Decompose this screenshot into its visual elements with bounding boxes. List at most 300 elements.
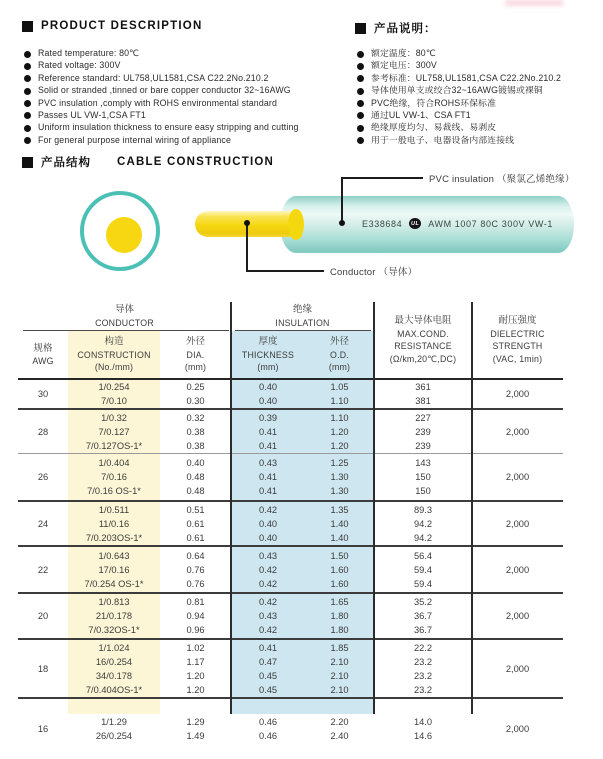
product-description-cn-list: [357, 49, 561, 148]
construction-cell: [68, 640, 160, 697]
od-value: 1.20: [330, 426, 349, 437]
resistance-value: 150: [415, 472, 431, 482]
bullet-item: [357, 61, 561, 70]
bullet-icon: [24, 75, 31, 82]
od-header-en: O.D.: [330, 349, 349, 360]
conductor-cut-face: [288, 209, 304, 240]
construction-header-en: CONSTRUCTION: [77, 349, 151, 360]
awg-value: 22: [37, 564, 49, 575]
bullet-item: [24, 61, 299, 70]
dielectric-value: 2,000: [505, 663, 530, 674]
dia-value: 0.25: [186, 382, 205, 392]
bullet-item: [357, 111, 561, 120]
resistance-header-en2: RESISTANCE: [394, 341, 452, 351]
thickness-header-unit: (mm): [257, 362, 279, 373]
thickness-value: 0.41: [258, 426, 278, 437]
bullet-icon: [357, 51, 364, 58]
cable-print-text: [362, 218, 553, 229]
od-value: 1.25: [330, 458, 349, 468]
dielectric-value: 2,000: [505, 518, 530, 529]
resistance-value: 36.7: [413, 611, 433, 621]
bullet-text: 导体使用单支或绞合32~16AWG镀锡或裸铜: [371, 85, 543, 96]
resistance-value: 56.4: [413, 550, 433, 561]
od-value: 1.80: [330, 625, 349, 635]
dielectric-value: 2,000: [505, 426, 530, 437]
construction-cell: [68, 410, 160, 453]
od-value: 1.35: [330, 504, 349, 515]
construction-value: 1/0.511: [98, 504, 130, 515]
od-value: 1.30: [330, 486, 349, 496]
bullet-icon: [357, 112, 364, 119]
dia-cell: [160, 410, 231, 453]
thickness-cell: [231, 502, 305, 545]
resistance-value: 59.4: [413, 564, 433, 575]
dia-value: 1.29: [186, 717, 205, 727]
od-value: 1.65: [330, 597, 349, 607]
dielectric-cell: [472, 699, 563, 759]
od-value: 2.20: [330, 717, 349, 727]
spec-table: [18, 300, 563, 741]
dia-value: 0.32: [186, 412, 205, 423]
thickness-cell: [231, 380, 305, 408]
od-cell: [305, 410, 374, 453]
dia-cell: [160, 502, 231, 545]
thickness-column-header: [231, 333, 305, 377]
bullet-item: [357, 123, 561, 132]
awg-header-en: AWG: [32, 356, 54, 366]
resistance-cell: [374, 380, 472, 408]
thickness-cell: [231, 699, 305, 759]
resistance-cell: [374, 699, 472, 759]
table-row-awg-18: [18, 640, 563, 699]
dia-value: 0.38: [186, 440, 205, 451]
awg-value: 26: [37, 472, 49, 482]
dielectric-cell: [472, 640, 563, 697]
bullet-icon: [24, 100, 31, 107]
bullet-item: [357, 49, 561, 58]
dielectric-value: 2,000: [505, 472, 530, 482]
group-underline: [235, 330, 371, 331]
construction-value: 34/0.178: [95, 670, 133, 681]
bullet-text: 绝缘厚度均匀、易裁线、易剥皮: [371, 122, 497, 133]
construction-value: 7/0.32OS-1*: [88, 625, 140, 635]
dia-value: 0.81: [186, 597, 205, 607]
resistance-value: 14.6: [413, 731, 433, 741]
insulation-group-en: INSULATION: [275, 317, 330, 328]
bullet-text: 通过UL VW-1、CSA FT1: [371, 109, 471, 120]
bullet-text: PVC绝缘，符合ROHS环保标准: [371, 97, 497, 108]
awg-cell: [18, 380, 68, 408]
construction-value: 1/0.813: [98, 597, 130, 607]
resistance-value: 89.3: [413, 504, 433, 515]
bullet-icon: [357, 75, 364, 82]
cable-construction-heading-row: [22, 154, 274, 170]
resistance-value: 23.2: [413, 670, 433, 681]
bullet-icon: [24, 137, 31, 144]
od-cell: [305, 380, 374, 408]
construction-value: 1/1.024: [98, 642, 130, 653]
thickness-value: 0.46: [258, 717, 278, 727]
dielectric-header-cn: 耐压强度: [498, 315, 537, 326]
dia-value: 1.02: [186, 642, 205, 653]
thickness-value: 0.41: [258, 486, 278, 496]
od-value: 1.40: [330, 518, 349, 529]
awg-cell: [18, 502, 68, 545]
resistance-cell: [374, 410, 472, 453]
od-header-unit: (mm): [328, 362, 351, 373]
resistance-value: 36.7: [413, 625, 433, 635]
od-value: 1.10: [330, 412, 349, 423]
od-cell: [305, 547, 374, 592]
od-value: 2.10: [330, 684, 349, 695]
thickness-value: 0.45: [258, 670, 278, 681]
bullet-icon: [357, 63, 364, 70]
thickness-value: 0.39: [258, 412, 278, 423]
dia-value: 1.17: [186, 656, 205, 667]
construction-value: 1/1.29: [101, 717, 127, 727]
bullet-item: [357, 99, 561, 108]
insulation-pointer-dot: [339, 220, 345, 226]
bullet-item: [357, 86, 561, 95]
construction-value: 1/0.32: [101, 412, 127, 423]
od-value: 1.40: [330, 532, 349, 543]
construction-cell: [68, 454, 160, 500]
awg-cell: [18, 594, 68, 638]
construction-value: 1/0.254: [98, 382, 130, 392]
awg-value: 28: [37, 426, 49, 437]
thickness-value: 0.42: [258, 504, 278, 515]
dielectric-value: 2,000: [505, 389, 530, 399]
bullet-item: [24, 74, 299, 83]
cable-cross-section: [80, 191, 160, 271]
product-description-title: PRODUCT DESCRIPTION: [41, 20, 203, 32]
bullet-item: [24, 86, 299, 95]
product-description-list: [24, 49, 299, 148]
thickness-value: 0.40: [258, 396, 278, 406]
bullet-text: 额定电压：300V: [371, 60, 437, 71]
construction-cell: [68, 380, 160, 408]
dia-value: 0.38: [186, 426, 205, 437]
construction-cell: [68, 502, 160, 545]
table-row-awg-28: [18, 410, 563, 454]
resistance-value: 59.4: [413, 578, 433, 589]
construction-value: 7/0.203OS-1*: [85, 532, 143, 543]
od-cell: [305, 640, 374, 697]
thickness-value: 0.40: [258, 382, 278, 392]
group-underline: [23, 330, 229, 331]
dia-value: 1.20: [186, 670, 205, 681]
bullet-icon: [24, 51, 31, 58]
bullet-icon: [357, 100, 364, 107]
bullet-text: For general purpose internal wiring of appliance: [38, 134, 232, 145]
insulation-group-cn: 绝缘: [292, 304, 312, 315]
dia-value: 0.64: [186, 550, 205, 561]
dia-value: 0.96: [186, 625, 205, 635]
awg-cell: [18, 454, 68, 500]
thickness-cell: [231, 640, 305, 697]
resistance-cell: [374, 594, 472, 638]
construction-value: 1/0.643: [98, 550, 130, 561]
awg-value: 20: [37, 611, 49, 621]
dia-value: 1.20: [186, 684, 205, 695]
product-description-heading-row: [22, 20, 202, 32]
od-header-cn: 外径: [329, 336, 349, 348]
spec-table-header: [18, 300, 563, 380]
od-value: 1.85: [330, 642, 349, 653]
section-marker-icon: [22, 21, 33, 32]
dielectric-cell: [472, 502, 563, 545]
conductor-leader-line: [246, 270, 324, 272]
insulation-label: PVC insulation （聚氯乙烯绝缘）: [429, 174, 575, 185]
awg-column-header: [18, 333, 68, 377]
column-divider: [373, 302, 375, 714]
thickness-cell: [231, 594, 305, 638]
resistance-value: 35.2: [413, 597, 433, 607]
thickness-value: 0.42: [258, 597, 278, 607]
construction-value: 7/0.254 OS-1*: [84, 578, 144, 589]
thickness-cell: [231, 454, 305, 500]
bullet-text: 额定温度：80℃: [371, 48, 436, 58]
dia-cell: [160, 594, 231, 638]
thickness-header-cn: 厚度: [258, 336, 278, 348]
thickness-value: 0.46: [258, 731, 278, 741]
dia-value: 0.30: [186, 396, 205, 406]
bullet-icon: [24, 88, 31, 95]
construction-header-cn: 构造: [104, 336, 124, 348]
resistance-value: 143: [415, 458, 431, 468]
awg-cell: [18, 410, 68, 453]
product-description-cn-heading-row: [355, 20, 437, 36]
dia-value: 0.40: [186, 458, 205, 468]
dia-cell: [160, 699, 231, 759]
resistance-value: 239: [415, 440, 431, 451]
dia-value: 0.48: [186, 486, 205, 496]
section-marker-icon: [22, 157, 33, 168]
thickness-value: 0.41: [258, 440, 278, 451]
bullet-item: [357, 136, 561, 145]
conductor-group-header: [18, 304, 231, 329]
od-value: 1.60: [330, 564, 349, 575]
product-description-cn-title: 产品说明：: [374, 23, 437, 35]
bullet-text: Rated temperature: 80℃: [38, 48, 140, 58]
conductor-pointer-dot: [244, 220, 250, 226]
resistance-value: 361: [415, 382, 431, 392]
dia-column-header: [160, 333, 231, 377]
bullet-text: Reference standard: UL758,UL1581,CSA C22.2No.210.2: [38, 72, 269, 83]
resistance-header-unit: (Ω/km,20℃,DC): [389, 353, 457, 364]
dielectric-header-en1: DIELECTRIC: [490, 328, 545, 339]
conductor-group-en: CONDUCTOR: [95, 317, 154, 328]
dia-value: 0.76: [186, 578, 205, 589]
column-divider: [230, 302, 232, 714]
construction-value: 11/0.16: [98, 518, 130, 529]
od-value: 2.40: [330, 731, 349, 741]
bullet-text: PVC insulation ,comply with ROHS environmental standard: [38, 97, 278, 108]
bullet-icon: [24, 125, 31, 132]
thickness-value: 0.41: [258, 642, 278, 653]
construction-value: 21/0.178: [95, 611, 133, 621]
thickness-value: 0.43: [258, 550, 278, 561]
construction-value: 17/0.16: [98, 564, 130, 575]
cable-construction-title-cn: 产品结构: [41, 157, 91, 169]
thickness-value: 0.47: [258, 656, 278, 667]
bullet-item: [24, 49, 299, 58]
awg-cell: [18, 640, 68, 697]
od-value: 1.20: [330, 440, 349, 451]
od-column-header: [305, 333, 374, 377]
od-value: 2.10: [330, 656, 349, 667]
od-value: 1.80: [330, 611, 349, 621]
cable-construction-title-en: CABLE CONSTRUCTION: [117, 156, 275, 168]
bullet-icon: [357, 137, 364, 144]
column-divider: [471, 302, 473, 714]
od-value: 1.30: [330, 472, 349, 482]
dia-cell: [160, 380, 231, 408]
dielectric-cell: [472, 594, 563, 638]
construction-value: 16/0.254: [95, 656, 133, 667]
construction-value: 7/0.16 OS-1*: [87, 486, 141, 496]
resistance-value: 239: [415, 426, 431, 437]
bullet-item: [24, 111, 299, 120]
bullet-icon: [357, 88, 364, 95]
resistance-header-en1: MAX.COND.: [397, 328, 449, 339]
awg-value: 30: [37, 389, 49, 399]
resistance-column-header: [374, 304, 472, 376]
insulation-leader-line: [341, 177, 423, 179]
awg-value: 16: [37, 724, 49, 734]
thickness-value: 0.42: [258, 625, 278, 635]
bullet-item: [357, 74, 561, 83]
spec-table-rows: [18, 380, 563, 759]
conductor-core-circle: [106, 217, 142, 253]
resistance-value: 14.0: [413, 717, 433, 727]
resistance-cell: [374, 454, 472, 500]
section-marker-icon: [355, 23, 366, 34]
bullet-text: Passes UL VW-1,CSA FT1: [38, 109, 146, 120]
construction-cell: [68, 547, 160, 592]
bullet-icon: [357, 125, 364, 132]
awg-header-cn: 规格: [33, 342, 53, 354]
resistance-header-cn: 最大导体电阻: [394, 315, 452, 326]
dielectric-value: 2,000: [505, 611, 530, 621]
awg-cell: [18, 547, 68, 592]
resistance-value: 381: [415, 396, 431, 406]
bullet-text: Rated voltage: 300V: [38, 60, 121, 71]
insulation-leader-line: [341, 177, 343, 222]
bullet-text: Uniform insulation thickness to ensure easy stripping and cutting: [38, 122, 299, 133]
dielectric-cell: [472, 454, 563, 500]
od-value: 1.10: [330, 396, 349, 406]
construction-value: 26/0.254: [95, 731, 133, 741]
ul-file-number: E338684: [362, 218, 403, 229]
table-row-awg-26: [18, 454, 563, 502]
thickness-value: 0.40: [258, 532, 278, 543]
dia-header-unit: (mm): [184, 362, 207, 373]
construction-value: 7/0.127: [98, 426, 130, 437]
resistance-value: 23.2: [413, 656, 433, 667]
dielectric-header-unit: (VAC, 1min): [492, 353, 543, 364]
od-cell: [305, 454, 374, 500]
bullet-text: 参考标准：UL758,UL1581,CSA C22.2No.210.2: [371, 72, 562, 83]
thickness-value: 0.42: [258, 578, 278, 589]
dia-header-en: DIA.: [186, 349, 205, 360]
od-cell: [305, 594, 374, 638]
bullet-text: Solid or stranded ,tinned or bare copper conductor 32~16AWG: [38, 85, 291, 96]
construction-value: 7/0.404OS-1*: [85, 684, 143, 695]
dia-value: 0.61: [186, 518, 205, 529]
od-value: 1.60: [330, 578, 349, 589]
table-row-awg-22: [18, 547, 563, 594]
od-cell: [305, 699, 374, 759]
resistance-value: 94.2: [413, 518, 433, 529]
dia-header-cn: 外径: [185, 336, 205, 348]
resistance-value: 227: [415, 412, 431, 423]
ul-logo-icon: UL: [409, 218, 421, 229]
insulation-group-header: [231, 304, 374, 329]
thickness-cell: [231, 410, 305, 453]
construction-value: 7/0.127OS-1*: [85, 440, 143, 451]
bullet-item: [24, 136, 299, 145]
bullet-text: 用于一般电子、电器设备内部连接线: [371, 134, 515, 145]
dia-cell: [160, 547, 231, 592]
dia-cell: [160, 640, 231, 697]
dielectric-cell: [472, 547, 563, 592]
resistance-value: 22.2: [413, 642, 433, 653]
conductor-group-cn: 导体: [114, 304, 134, 315]
resistance-value: 94.2: [413, 532, 433, 543]
thickness-header-en: THICKNESS: [241, 349, 295, 360]
table-row-awg-20: [18, 594, 563, 640]
awg-cell: [18, 699, 68, 759]
bullet-item: [24, 123, 299, 132]
resistance-cell: [374, 547, 472, 592]
resistance-value: 150: [415, 486, 431, 496]
dia-value: 1.49: [186, 731, 205, 741]
thickness-cell: [231, 547, 305, 592]
scan-artifact: [505, 0, 563, 6]
thickness-value: 0.43: [258, 611, 278, 621]
dielectric-header-en2: STRENGTH: [492, 341, 543, 351]
dia-value: 0.76: [186, 564, 205, 575]
dia-value: 0.51: [186, 504, 205, 515]
bullet-icon: [24, 63, 31, 70]
dielectric-cell: [472, 380, 563, 408]
thickness-value: 0.40: [258, 518, 278, 529]
resistance-value: 23.2: [413, 684, 433, 695]
awg-value: 24: [37, 518, 49, 529]
dia-value: 0.94: [186, 611, 205, 621]
construction-column-header: [68, 333, 160, 377]
construction-value: 7/0.10: [101, 396, 127, 406]
thickness-value: 0.43: [258, 458, 278, 468]
table-row-awg-16: [18, 699, 563, 759]
table-row-awg-30: [18, 380, 563, 410]
bullet-item: [24, 99, 299, 108]
resistance-cell: [374, 502, 472, 545]
od-value: 1.50: [330, 550, 349, 561]
construction-cell: [68, 594, 160, 638]
dielectric-cell: [472, 410, 563, 453]
dia-cell: [160, 454, 231, 500]
dia-value: 0.61: [186, 532, 205, 543]
construction-header-unit: (No./mm): [94, 362, 134, 373]
thickness-value: 0.45: [258, 684, 278, 695]
construction-cell: [68, 699, 160, 759]
thickness-value: 0.42: [258, 564, 278, 575]
dielectric-value: 2,000: [505, 564, 530, 575]
cable-rating-text: AWM 1007 80C 300V VW-1: [428, 218, 554, 229]
awg-value: 18: [37, 663, 49, 674]
